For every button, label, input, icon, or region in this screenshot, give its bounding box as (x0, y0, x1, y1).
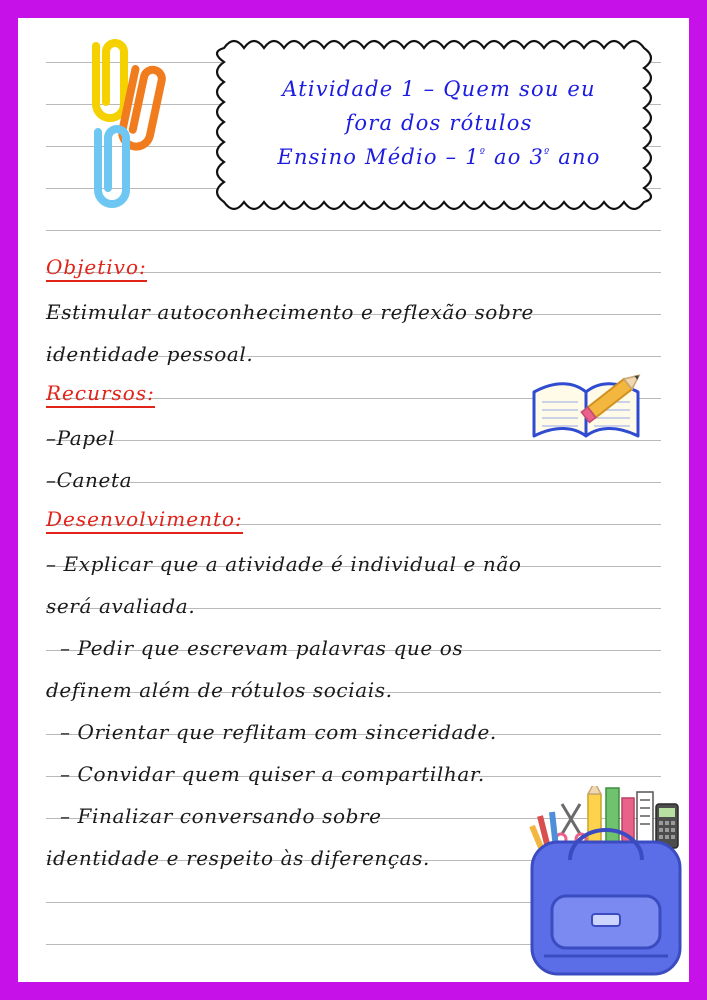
title-frame (204, 32, 674, 214)
section-heading-objetivo-wrap (46, 240, 666, 282)
desenvolvimento-line-1: – Explicar que a atividade é individual e não (46, 552, 522, 576)
desenvolvimento-line-3: – Pedir que escrevam palavras que os (60, 636, 464, 660)
school-supplies-icon (532, 786, 678, 850)
desenvolvimento-line-5: – Orientar que reflitam com sinceridade. (60, 720, 497, 744)
section-heading-objetivo: Objetivo: (46, 255, 147, 282)
paperclip-yellow-icon (96, 43, 124, 118)
title-line-3 (277, 145, 600, 169)
title-line-2: fora dos rótulos (345, 111, 533, 135)
title-line-3-sup2: º (544, 146, 551, 159)
title-line-3-post: ano (550, 145, 601, 169)
desenvolvimento-line-4: definem além de rótulos sociais. (46, 678, 393, 702)
backpack-icon (532, 830, 680, 974)
objetivo-line-1: Estimular autoconhecimento e reflexão sobre (46, 300, 534, 324)
title-line-3-mid: ao 3 (486, 145, 545, 169)
title-line-1: Atividade 1 – Quem sou eu (282, 77, 596, 101)
recursos-item-1: –Papel (46, 426, 116, 450)
recursos-item-2: –Caneta (46, 468, 133, 492)
title-line-3-sup1: º (479, 146, 487, 159)
paperclips-decoration (66, 36, 216, 221)
book-pencil-illustration (526, 370, 651, 450)
desenvolvimento-line-2: será avaliada. (46, 594, 196, 618)
desenvolvimento-line-7: – Finalizar conversando sobre (60, 804, 382, 828)
section-heading-recursos: Recursos: (46, 381, 155, 408)
section-heading-desenvolvimento-wrap (46, 492, 666, 534)
backpack-supplies-illustration (518, 786, 689, 982)
section-heading-desenvolvimento: Desenvolvimento: (46, 507, 243, 534)
desenvolvimento-line-8: identidade e respeito às diferenças. (46, 846, 431, 870)
worksheet-page (18, 18, 689, 982)
desenvolvimento-line-6: – Convidar quem quiser a compartilhar. (60, 762, 485, 786)
title-line-3-pre: Ensino Médio – 1 (277, 145, 480, 169)
worksheet-body (46, 240, 666, 870)
objetivo-line-2: identidade pessoal. (46, 342, 254, 366)
